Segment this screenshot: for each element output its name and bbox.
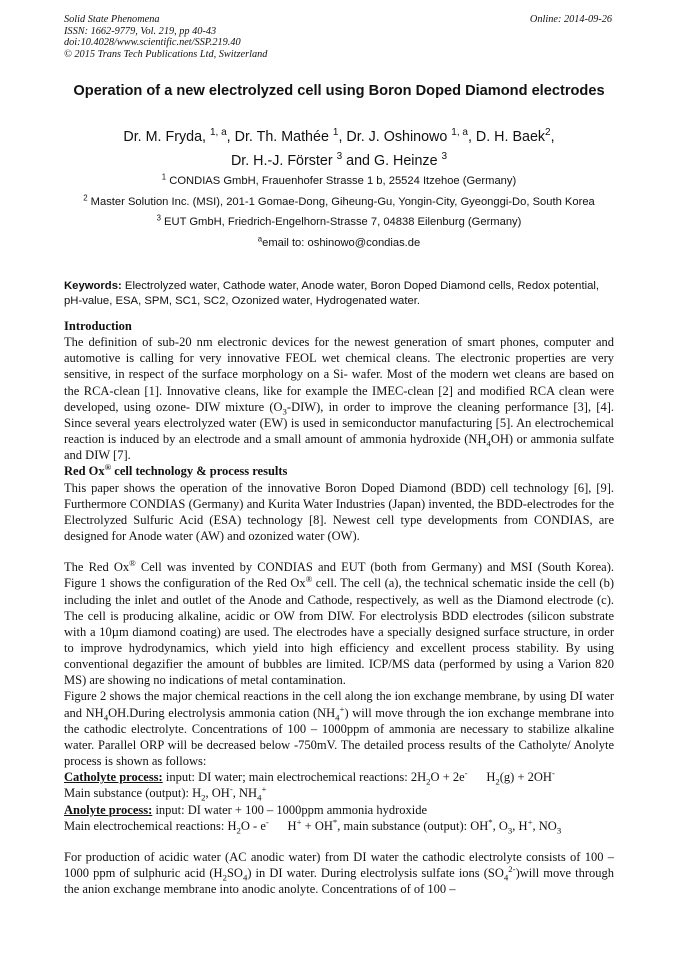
paragraph-gap xyxy=(64,544,614,559)
paper-title: Operation of a new electrolyzed cell using Boron Doped Diamond electrodes xyxy=(73,83,605,99)
keywords-label: Keywords: xyxy=(64,280,122,292)
journal-name: Solid State Phenomena xyxy=(64,14,160,25)
paper-body xyxy=(64,318,614,897)
affiliation-3: $^3$ EUT GmbH, Friedrich-Engelhorn-Strasse 7, 04838 Eilenburg (Germany) xyxy=(156,213,522,228)
doi-line: doi:10.4028/www.scientific.net/SSP.219.40 xyxy=(64,37,241,49)
redox-paragraph-4: For production of acidic water (AC anodic water) from DI water the cathodic electrolyte consists of 100 – 1000 ppm of sulphuric acid $(H_2SO_4)$ in DI water. During electrolysis sulfate ions $(SO_4^{2-})will$ move through the anion exchange membrane into anodic anolyte. Concentrations of of 100 – xyxy=(64,849,614,897)
author-list xyxy=(64,125,614,173)
copyright-line: © 2015 Trans Tech Publications Ltd, Switzerland xyxy=(64,48,268,60)
anolyte-line-1: Anolyte process: input: DI water + 100 – 1000ppm ammonia hydroxide xyxy=(64,802,428,817)
author-line-1: Dr. M. Fryda, $^{1, a}$, Dr. Th. Mathée $^1$, Dr. J. Oshinowo $^{1, a}$, D. H. Baek$^2$, xyxy=(123,127,555,145)
intro-heading: Introduction xyxy=(64,319,132,333)
affiliation-2: $^2$ Master Solution Inc. (MSI), 201-1 Gomae-Dong, Giheung-Gu, Yongin-City, Gyeonggi-Do, South Korea xyxy=(83,192,595,208)
affiliations xyxy=(64,174,614,256)
redox-heading: Red Ox® cell technology & process results xyxy=(64,462,288,479)
intro-paragraph: The definition of sub-20 nm electronic devices for the newest generation of smart phones, computer and automotive is calling for very innovative FEOL wet chemical cleans. The electronic properties are very sensitive, in respect of the surface morphology on a Si- wafer. Most of the modern wet cleans are based on the RCA-clean [1]. Innovative cleans, like for example the IMEC-clean [2] and modified RCA clean were developed, using ozone- DIW mixture $(O_3-DIW)$, in order to improve the cleaning performance [3], [4]. Since several years electrolyzed water (EW) is used in semiconductor manufacturing [5]. An electrochemical reaction is induced by an electrode and a small amount of ammonia hydroxide $(NH_4OH)$ or ammonia sulfate and DIW [7]. xyxy=(64,335,615,463)
anolyte-line-2: Main electrochemical reactions: $H_2O - e^-$ H+ + OH*, main substance (output): OH*, $O_3$, H+, $NO_3$ xyxy=(64,816,562,836)
online-date: Online: 2014-09-26 xyxy=(529,14,612,25)
keywords xyxy=(64,279,614,309)
contact-email: $^a$email to: oshinowo@condias.de xyxy=(257,233,421,249)
page-header xyxy=(64,14,612,60)
redox-paragraph-2: The Red Ox® Cell was invented by CONDIAS and EUT (both from Germany) and MSI (South Korea). Figure 1 shows the configuration of the Red Ox® cell. The cell (a), the technical schematic inside the cell (b) including the inlet and outlet of the Anode and Cathode, respectively, as well as the Diamond electrode (c). The cell is producing alkaline, acidic or OW from DIW. For electrolysis BDD electrodes (silicon substrate with a 10µm diamond coating) are used. The electrodes have a specially designed surface structure, in order to improve hydrodynamics, which yield into high efficiency and excellent process stability. By using conventional degazifier the amount of bubbles are limited. ICP/MS data (performed by using a Varion 820 MS) are showing no indications of metal contamination. xyxy=(64,558,614,688)
keywords-text: Electrolyzed water, Cathode water, Anode water, Boron Doped Diamond cells, Redox potential, pH-value, ESA, SPM, SC1, SC2, Ozonized water, Hydrogenated water. xyxy=(64,280,600,307)
paragraph-gap xyxy=(64,834,614,849)
catholyte-line-1: Catholyte process: input: DI water; main electrochemical reactions: $2H_2O + 2e^-$ $H_2(g) + 2OH^-$ xyxy=(64,768,555,787)
redox-paragraph-1: This paper shows the operation of the innovative Boron Doped Diamond (BDD) cell technology [6], [9]. Furthermore CONDIAS (Germany) and Kurita Water Industries (Japan) invented, the BDD-electrodes for the Electrolyzed Sulfuric Acid (ESA) technology [8]. Newest cell type developments from CONDIAS, are designed for Anode water (AW) and ozonized water (OW). xyxy=(64,480,614,544)
affiliation-1: $^1$ CONDIAS GmbH, Frauenhofer Strasse 1 b, 25524 Itzehoe (Germany) xyxy=(161,172,517,187)
redox-paragraph-3: Figure 2 shows the major chemical reactions in the cell along the ion exchange membrane, by using DI water and $NH_4OH.During$ electrolysis ammonia cation $(NH_4^+)$ will move through the ion exchange membrane into the cathodic electrolyte. Concentrations of 100 – 1000ppm of ammonia are necessary to stabilize alkaline water. Parallel ORP will be decreased below -750mV. The detailed process results of the Catholyte/ Anolyte process is shown as follows: xyxy=(64,689,614,769)
issn-line: ISSN: 1662-9779, Vol. 219, pp 40-43 xyxy=(64,25,217,37)
author-line-2: Dr. H.-J. Förster $^3$ and G. Heinze $^3$ xyxy=(230,151,448,169)
catholyte-line-2: Main substance (output): $H_2$, OH-, $NH_4^+$ xyxy=(64,784,267,803)
